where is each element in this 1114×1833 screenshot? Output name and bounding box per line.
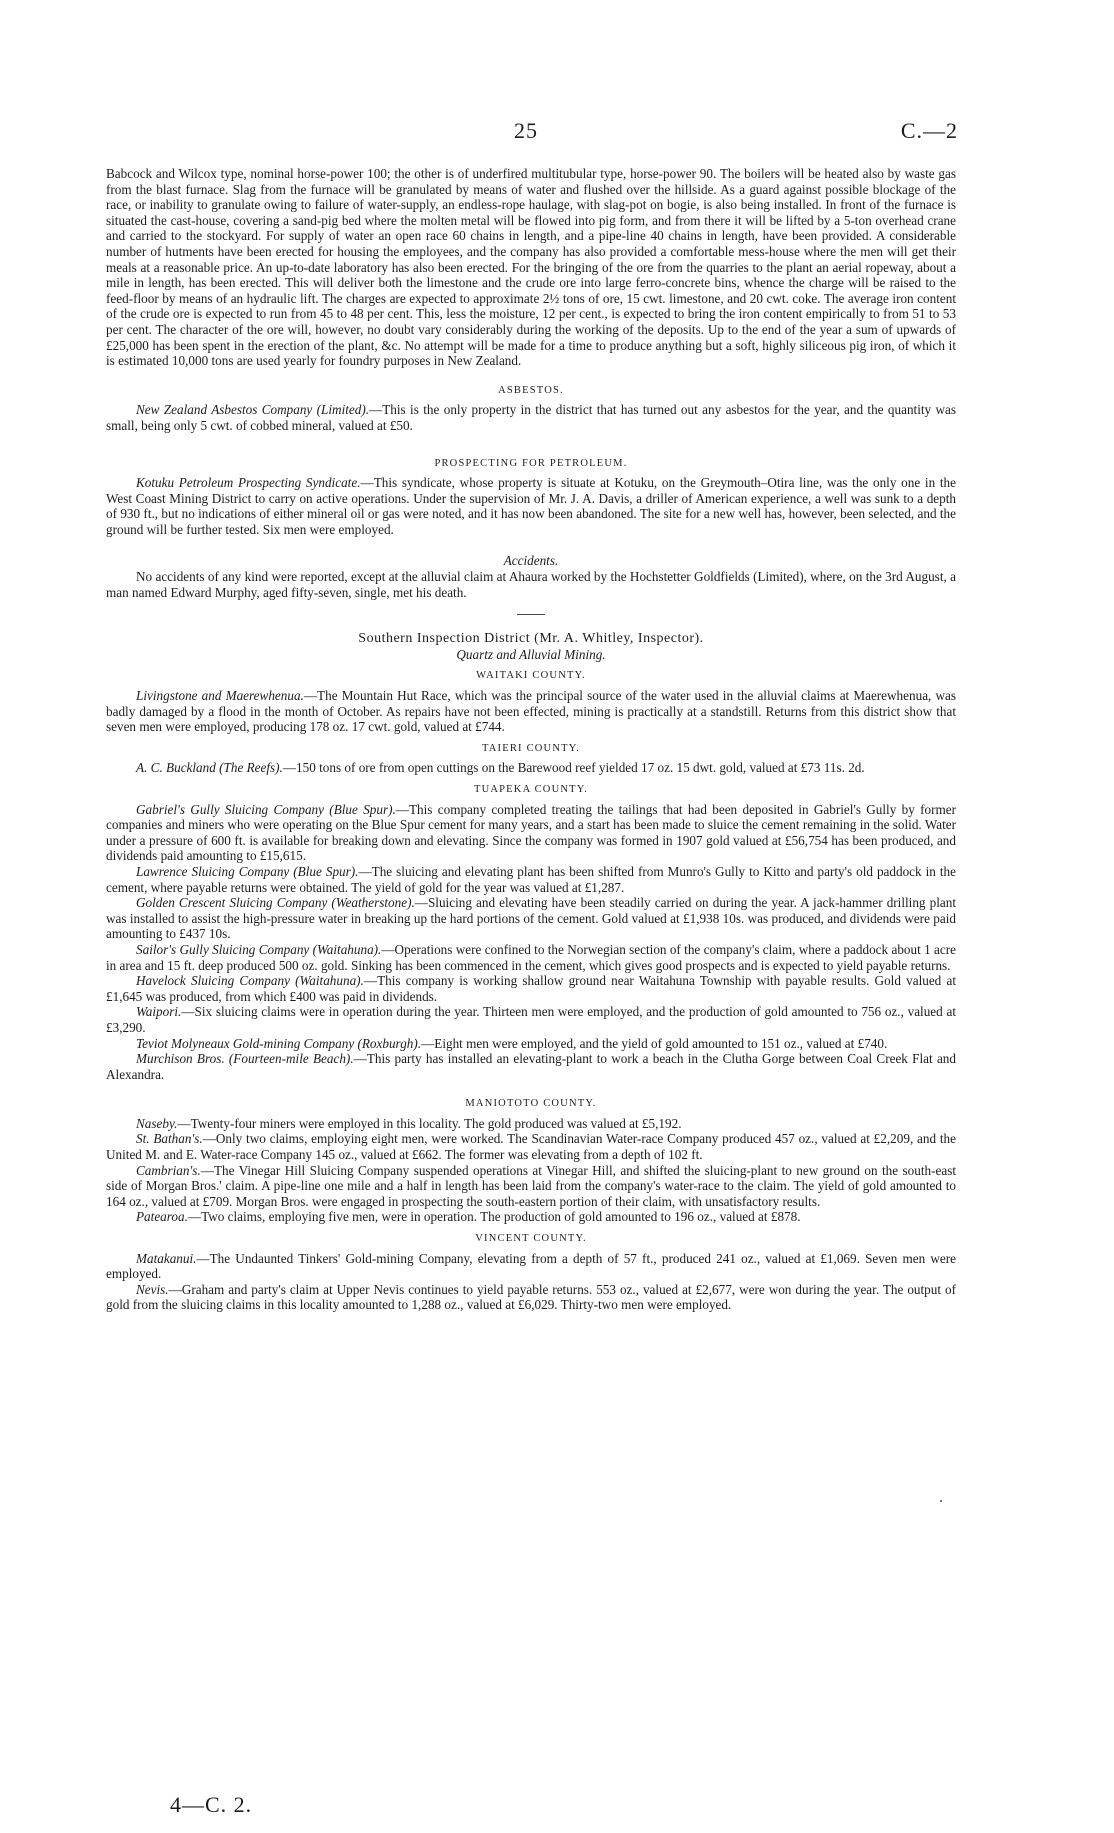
entry-name: Cambrian's. (136, 1162, 201, 1178)
entry-text: —The Mountain Hut Race, which was the principal source of the water used in the alluvial claims at Maerewhenua, was badly damaged by a flood in the month of October. As repairs have not been effected, mining is practically at a standstill. Returns from this district show that seven men were employed, producing 178 oz. 17 cwt. gold, valued at £744. (106, 688, 956, 735)
entry-paragraph (106, 688, 956, 735)
county-heading: TAIERI COUNTY. (481, 742, 580, 754)
district-subheading: Quartz and Alluvial Mining. (456, 646, 606, 662)
entry-name: Havelock Sluicing Company (Waitahuna). (136, 973, 364, 989)
entry-name: Teviot Molyneaux Gold-mining Company (Roxburgh). (136, 1035, 422, 1051)
entry-text: —150 tons of ore from open cuttings on the Barewood reef yielded 17 oz. 15 dwt. gold, valued at £73 11s. 2d. (282, 760, 865, 776)
entry-paragraph (106, 864, 956, 895)
footer-signature-ref: 4—C. 2. (170, 1792, 253, 1817)
entry-name: Golden Crescent Sluicing Company (Weatherstone). (136, 895, 415, 911)
entry-text: —This party has installed an elevating-plant to work a beach in the Clutha Gorge between Coal Creek Flat and Alexandra. (106, 1051, 956, 1082)
entry-text: —This company completed treating the tailings that had been deposited in Gabriel's Gully by former companies and miners who were operating on the Blue Spur cement for many years, and a start has been made to sluice the cement remaining in the solid. Water under a pressure of 600 ft. is available for breaking down and elevating. Since the company was formed in 1907 gold valued at £56,754 has been produced, and dividends paid amounting to £15,615. (106, 801, 957, 864)
county-heading: TUAPEKA COUNTY. (473, 784, 589, 795)
entry-text: —The Undaunted Tinkers' Gold-mining Company, elevating from a depth of 57 ft., produced 241 oz., valued at £1,069. Seven men were employed. (106, 1250, 956, 1282)
entry-text: —Six sluicing claims were in operation during the year. Thirteen men were employed, and the production of gold amounted to 756 oz., valued at £3,290. (106, 1004, 956, 1035)
entry-paragraph (106, 760, 956, 776)
entry-text: —Only two claims, employing eight men, were worked. The Scandinavian Water-race Company produced 457 oz., valued at £2,209, and the United M. and E. Water-race Company 145 oz., valued at £662. The former was elevating from a depth of 102 ft. (106, 1131, 956, 1163)
entry-name: Waipori. (136, 1004, 182, 1020)
petroleum-paragraph (106, 475, 956, 537)
entry-name: Gabriel's Gully Sluicing Company (Blue Spur). (136, 801, 396, 817)
county-heading: MANIOTOTO COUNTY. (465, 1098, 597, 1110)
entry-paragraph (106, 1282, 956, 1313)
entry-text: —This syndicate, whose property is situate at Kotuku, on the Greymouth–Otira line, was the only one in the West Coast Mining District to carry on active operations. Under the supervision of Mr. J. A. Davis, a driller of American experience, a well was sunk to a depth of 930 ft., but no indications of either mineral oil or gas were noted, and it has now been abandoned. The site for a new well has, however, been selected, and the ground will be further tested. Six men were employed. (106, 475, 956, 537)
page-body (106, 166, 956, 1313)
entry-paragraph (106, 1163, 956, 1210)
entry-paragraph (106, 895, 956, 942)
entry-text: —Graham and party's claim at Upper Nevis continues to yield payable returns. 553 oz., valued at £2,677, were won during the year. The output of gold from the sluicing claims in this locality amounted to 1,288 oz., valued at £6,029. Thirty-two men were employed. (106, 1281, 956, 1313)
section-heading-petroleum: PROSPECTING FOR PETROLEUM. (434, 457, 628, 469)
entry-paragraph (106, 942, 956, 973)
page-number: 25 (514, 118, 538, 143)
entry-name: Kotuku Petroleum Prospecting Syndicate. (136, 475, 361, 491)
entry-text: —Operations were confined to the Norwegian section of the company's claim, where a paddock about 1 acre in area and 15 ft. deep produced 500 oz. gold. Sinking has been commenced in the cement, which gives good prospects and is expected to yield payable returns. (106, 941, 956, 973)
entry-name: St. Bathan's. (136, 1131, 203, 1147)
entry-name: A. C. Buckland (The Reefs). (136, 760, 283, 776)
entry-paragraph (106, 1051, 956, 1082)
entry-text: —Sluicing and elevating have been steadily carried on during the year. A jack-hammer drilling plant was installed to assist the high-pressure water in breaking up the hard portions of the cement. Gold valued at £1,938 10s. was produced, and dividends were paid amounting to £437 10s. (106, 895, 956, 942)
entry-paragraph (106, 1251, 956, 1282)
asbestos-paragraph (106, 402, 956, 433)
document-reference: C.—2 (900, 118, 958, 143)
entry-name: Lawrence Sluicing Company (Blue Spur). (136, 863, 359, 879)
entry-paragraph (106, 1131, 956, 1162)
entry-name: Murchison Bros. (Fourteen-mile Beach). (136, 1051, 354, 1067)
page-header (0, 118, 1114, 148)
entry-name: Patearoa. (136, 1209, 188, 1225)
entry-paragraph (106, 802, 956, 864)
entry-text: —Eight men were employed, and the yield of gold amounted to 151 oz., valued at £740. (421, 1035, 888, 1051)
entry-name: Nevis. (136, 1281, 169, 1297)
entry-paragraph (106, 1116, 956, 1132)
entry-text: —Two claims, employing five men, were in operation. The production of gold amounted to 196 oz., valued at £878. (187, 1209, 801, 1225)
entry-text: —The Vinegar Hill Sluicing Company suspended operations at Vinegar Hill, and shifted the sluicing-plant to new ground on the south-east side of Morgan Bros.' claim. A pipe-line one mile and a half in length has been laid from the company's water-race to the claim. The yield of gold amounted to 164 oz., valued at £709. Morgan Bros. were engaged in prospecting the south-eastern portion of their claim, with unsatisfactory results. (106, 1162, 956, 1209)
entry-name: Naseby. (136, 1115, 178, 1131)
entry-name: Sailor's Gully Sluicing Company (Waitahuna). (136, 941, 382, 957)
section-heading-accidents: Accidents. (503, 553, 559, 569)
accidents-paragraph: No accidents of any kind were reported, except at the alluvial claim at Ahaura worked by the Hochstetter Goldfields (Limited), where, on the 3rd August, a man named Edward Murphy, aged fifty-seven, single, met his death. (106, 569, 956, 600)
section-divider (517, 614, 545, 615)
entry-paragraph (106, 1036, 956, 1052)
entry-text: —The sluicing and elevating plant has been shifted from Munro's Gully to Kitto and party's old paddock in the cement, where payable returns were obtained. The yield of gold for the year was valued at £1,287. (106, 863, 956, 895)
entry-name: Matakanui. (136, 1250, 197, 1266)
entry-text: —This is the only property in the district that has turned out any asbestos for the year, and the quantity was small, being only 5 cwt. of cobbed mineral, valued at £50. (106, 402, 957, 433)
entry-text: —This company is working shallow ground near Waitahuna Township with payable results. Gold valued at £1,645 was produced, from which £400 was paid in dividends. (106, 973, 956, 1004)
section-heading-asbestos: ASBESTOS. (498, 384, 564, 396)
county-heading: WAITAKI COUNTY. (476, 670, 586, 682)
print-speck (940, 1500, 942, 1502)
entry-name: Livingstone and Maerewhenua. (136, 688, 304, 704)
entry-paragraph (106, 1209, 956, 1225)
entry-text: —Twenty-four miners were employed in this locality. The gold produced was valued at £5,192. (177, 1115, 682, 1131)
entry-paragraph (106, 973, 956, 1004)
intro-paragraph: Babcock and Wilcox type, nominal horse-power 100; the other is of underfired multitubular type, horse-power 90. The boilers will be heated also by waste gas from the blast furnace. Slag from the furnace will be granulated by means of water and flushed over the hillside. As a guard against possible blockage of the race, or inability to granulate owing to failure of water-supply, an endless-rope haulage, with slag-pot on bogie, is also being installed. In front of the furnace is situated the cast-house, covering a sand-pig bed where the molten metal will be flowed into pig form, and from there it will be lifted by a 5-ton overhead crane and carried to the stockyard. For supply of water an open race 60 chains in length, and a pipe-line 40 chains in length, have been provided. A considerable number of hutments have been erected for housing the employees, and the company has also provided a comfortable mess-house where the men will get their meals at a reasonable price. An up-to-date laboratory has also been erected. For the bringing of the ore from the quarries to the plant an aerial ropeway, about a mile in length, has been erected. This will deliver both the limestone and the crude ore into large ferro-concrete bins, whence the charge will be raised to the feed-floor by means of an hydraulic lift. The charges are expected to approximate 2½ tons of ore, 15 cwt. limestone, and 20 cwt. coke. The average iron content of the crude ore is expected to run from 45 to 48 per cent. This, less the moisture, 12 per cent., is expected to bring the iron content empirically to from 51 to 53 per cent. The character of the ore will, however, no doubt vary considerably during the working of the deposits. Up to the end of the year a sum of upwards of £25,000 has been spent in the erection of the plant, &c. No attempt will be made for a time to produce anything but a soft, highly siliceous pig iron, of which it is estimated 10,000 tons are used yearly for foundry purposes in New Zealand. (106, 166, 956, 369)
county-heading: VINCENT COUNTY. (475, 1233, 587, 1245)
district-heading: Southern Inspection District (Mr. A. Whitley, Inspector). (358, 631, 704, 647)
entry-paragraph (106, 1004, 956, 1035)
entry-name: New Zealand Asbestos Company (Limited). (136, 402, 370, 418)
